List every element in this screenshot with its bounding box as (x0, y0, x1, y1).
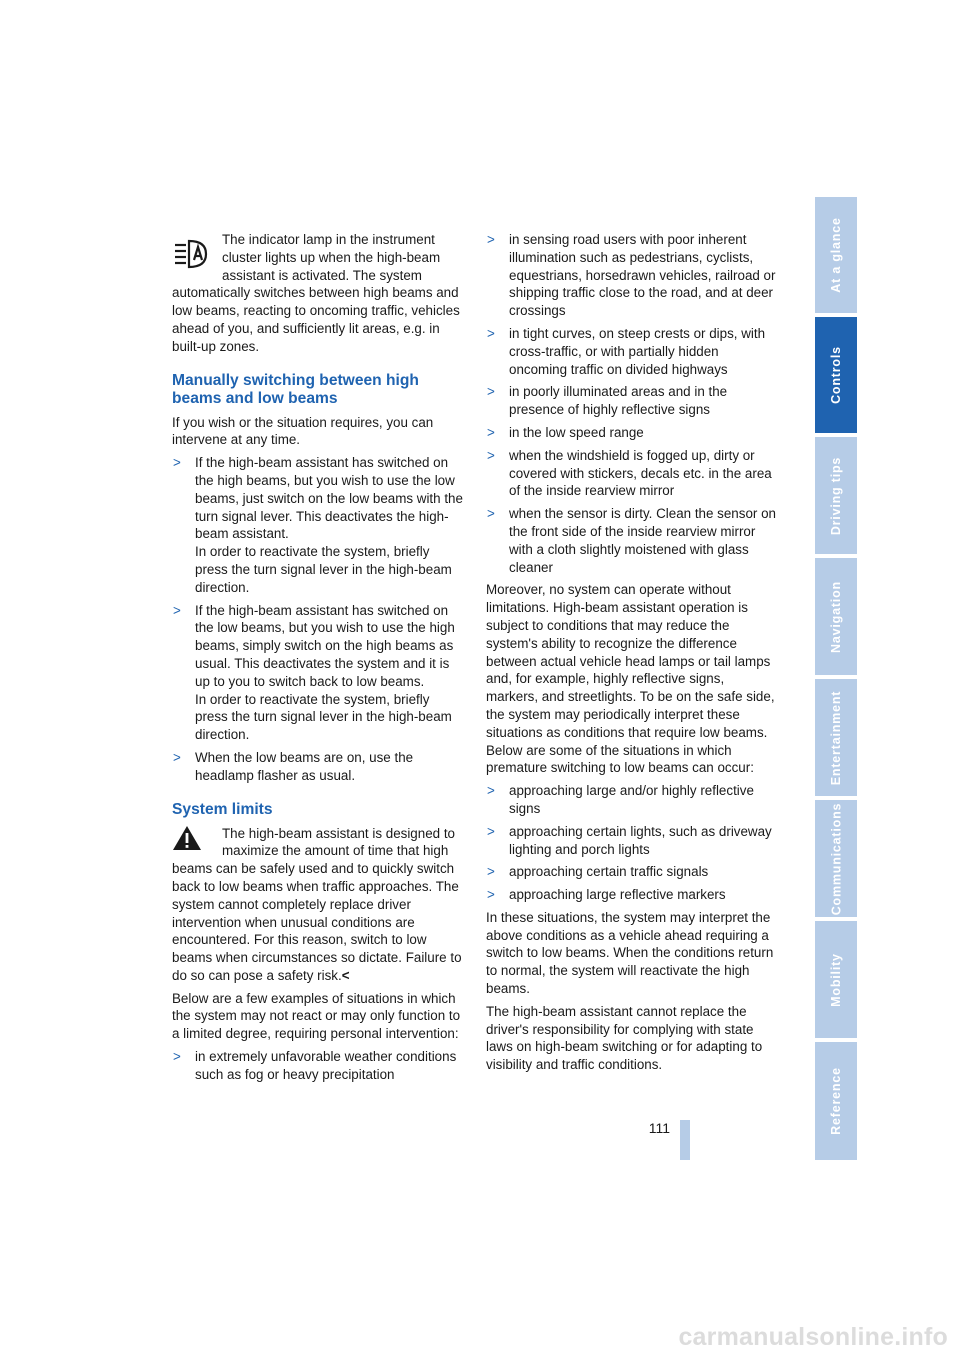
bullet-marker: > (173, 455, 181, 471)
bullet-marker: > (487, 424, 495, 440)
high-beam-assistant-icon (172, 233, 214, 277)
list-item: > approaching large reflective markers (487, 887, 726, 903)
end-marker: < (341, 967, 350, 983)
list-item: > If the high-beam assistant has switched on the high beams, but you wish to use the low beams, just switch on the low beams with the turn signal lever. This deactivates the high-beam assistant. In order to reactivate the system, briefly press the turn signal lever in the high-beam direction. (173, 455, 463, 595)
limits-list-right (486, 231, 778, 576)
list-item: > when the windshield is fogged up, dirty or covered with stickers, decals etc. in the area of the inside rearview mirror (487, 447, 772, 499)
list-item: > in tight curves, on steep crests or dips, with cross-traffic, or with partially hidden oncoming traffic on divided highways (487, 325, 766, 377)
examples-intro: Below are a few examples of situations in which the system may not react or may only function to a limited degree, requiring personal intervention: (172, 990, 461, 1042)
tab-navigation[interactable]: Navigation (815, 558, 857, 675)
bullet-marker: > (487, 506, 495, 522)
list-item: > approaching large and/or highly reflective signs (487, 783, 754, 816)
final-paragraph: The high-beam assistant cannot replace the driver's responsibility for complying with state laws on high-beam switching or for adapting to visibility and traffic conditions. (486, 1003, 763, 1073)
manual-switching-list (172, 454, 464, 784)
bullet-marker: > (487, 384, 495, 400)
tab-reference[interactable]: Reference (815, 1042, 857, 1160)
tab-controls[interactable]: Controls (815, 317, 857, 433)
list-item: > in extremely unfavorable weather conditions such as fog or heavy precipitation (173, 1049, 457, 1082)
bullet-marker: > (487, 864, 495, 880)
bullet-marker: > (487, 823, 495, 839)
section-tabs (815, 197, 857, 1160)
indicator-lamp-text: The indicator lamp in the instrument cluster lights up when the high-beam assistant is activated. The system automatically switches between high beams and low beams, reacting to oncoming traffic, vehicles ahead of you, and sufficiently lit areas, e.g. in built-up zones. (172, 232, 460, 354)
bullet-marker: > (487, 325, 495, 341)
list-item: > in poorly illuminated areas and in the presence of highly reflective signs (487, 384, 728, 418)
page-number-bar (680, 1120, 690, 1160)
list-item: > approaching certain lights, such as driveway lighting and porch lights (487, 823, 772, 857)
bullet-marker: > (173, 1049, 181, 1065)
manual-switching-intro: If you wish or the situation requires, you can intervene at any time. (172, 414, 434, 448)
warning-text: The high-beam assistant is designed to maximize the amount of time that high beams can be safely used and to quickly switch back to low beams when traffic approaches. The system cannot completely replace driver intervention when unusual conditions are encountered. For this reason, switch to low beams when circumstances so dictate. Failure to do so can pose a safety risk. (172, 825, 462, 983)
bullet-marker: > (487, 232, 495, 247)
warning-triangle-icon (172, 825, 214, 853)
moreover-paragraph: Moreover, no system can operate without limitations. High-beam assistant operation is subject to conditions that may reduce the system's ability to recognize the difference between actual vehicle head lamps or tail lamps and, for example, highly reflective signs, markers, and streetlights. To be on the safe side, the system may periodically interpret these situations as conditions that require low beams. Below are some of the situations in which premature switching to low beams can occur: (486, 582, 775, 776)
premature-switching-list (486, 782, 778, 904)
bullet-marker: > (487, 447, 495, 463)
list-item: > If the high-beam assistant has switched on the low beams, but you wish to use the high beams, simply switch on the high beams as usual. This deactivates the system and it is up to you to switch back to low beams. In order to reactivate the system, briefly press the turn signal lever in the high-beam direction. (173, 602, 455, 743)
warning-paragraph (172, 825, 464, 985)
tab-communications[interactable]: Communications (815, 800, 857, 917)
list-item: > when the sensor is dirty. Clean the sensor on the front side of the inside rearview mirror with a cloth slightly moistened with glass cleaner (487, 506, 776, 575)
tab-at-a-glance[interactable]: At a glance (815, 197, 857, 313)
list-item: > in sensing road users with poor inherent illumination such as pedestrians, cyclists, equestrians, horsedrawn vehicles, railroad or shipping traffic close to the road, and at deer crossings (487, 232, 776, 319)
bullet-marker: > (173, 749, 181, 765)
watermark: carmanualsonline.info (678, 1323, 948, 1351)
list-item: > approaching certain traffic signals (487, 864, 709, 880)
bullet-marker: > (487, 887, 495, 903)
bullet-marker: > (487, 783, 495, 799)
situations-paragraph: In these situations, the system may interpret the above conditions as a vehicle ahead requiring a switch to low beams. When the conditions return to normal, the system will reactivate the high beams. (486, 909, 774, 997)
indicator-lamp-paragraph (172, 231, 464, 356)
list-item: > in the low speed range (487, 424, 644, 440)
page-number: 111 (648, 1120, 670, 1136)
tab-driving-tips[interactable]: Driving tips (815, 437, 857, 554)
right-column (486, 231, 778, 1079)
limits-list-left (172, 1048, 464, 1084)
bullet-marker: > (173, 602, 181, 618)
system-limits-heading: System limits (172, 800, 273, 818)
list-item: > When the low beams are on, use the headlamp flasher as usual. (173, 749, 414, 783)
manual-switching-heading: Manually switching between high beams and low beams (172, 371, 419, 407)
left-column (172, 231, 464, 1089)
tab-mobility[interactable]: Mobility (815, 921, 857, 1038)
tab-entertainment[interactable]: Entertainment (815, 679, 857, 796)
